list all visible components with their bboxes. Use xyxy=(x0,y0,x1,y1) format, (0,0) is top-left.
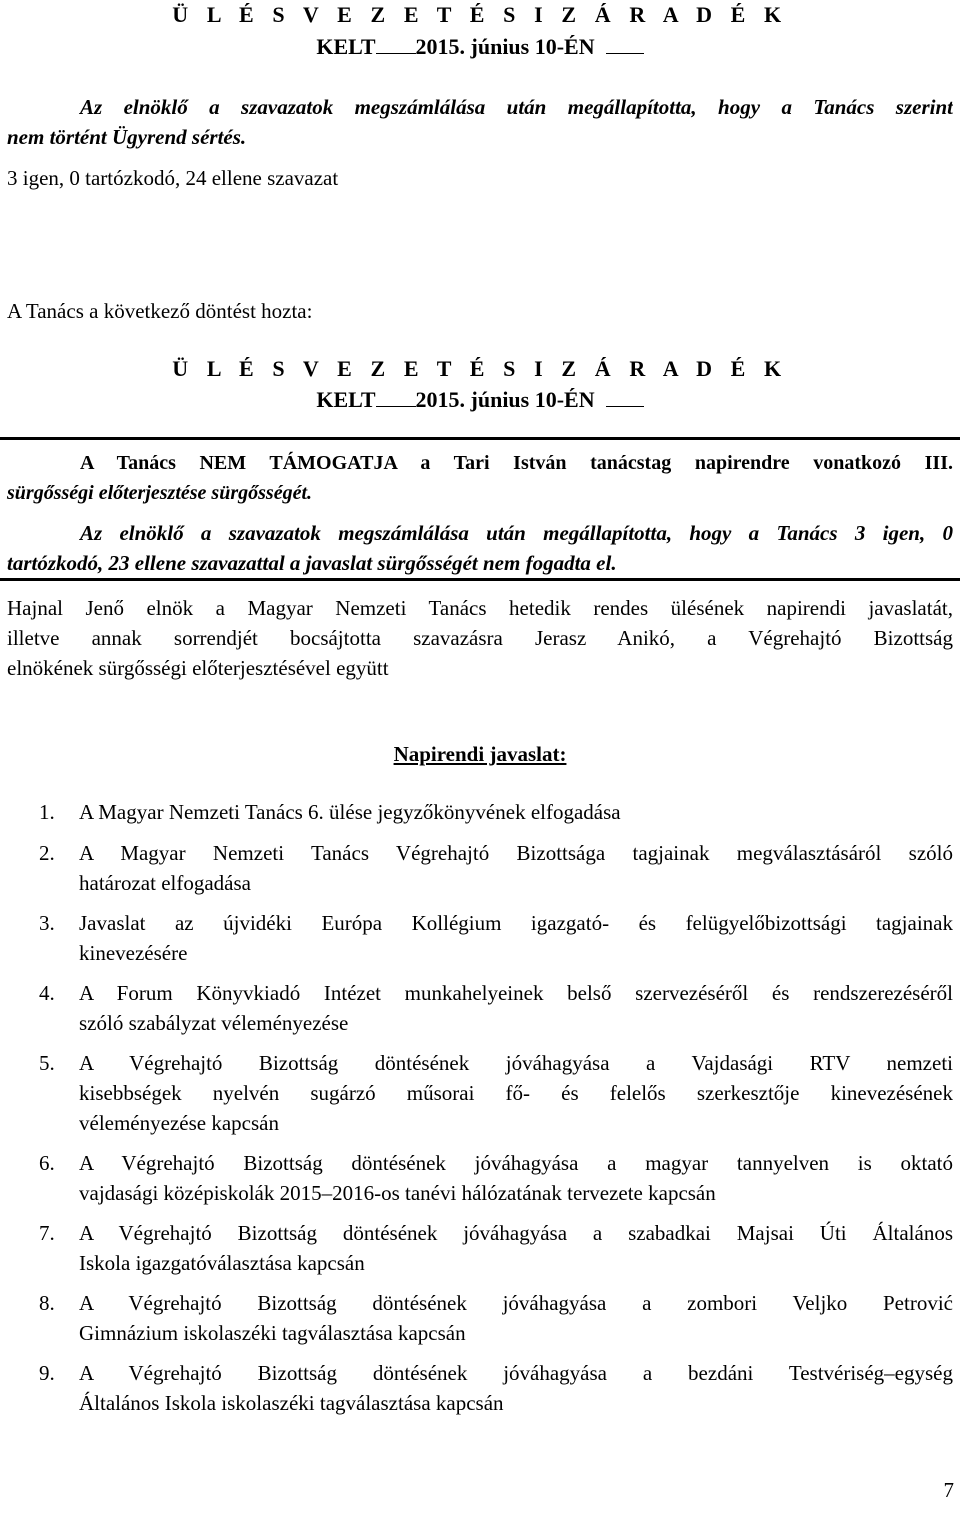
agenda-item-line: A Magyar Nemzeti Tanács Végrehajtó Bizottsága tagjainak megválasztásáról szóló xyxy=(79,841,953,865)
decision-text xyxy=(7,448,953,508)
agenda-item-line: szóló szabályzat véleményezése xyxy=(79,1011,349,1035)
agenda-item-line: véleményezése kapcsán xyxy=(79,1111,279,1135)
decision-line2: sürgősségi előterjesztése sürgősségét. xyxy=(7,482,312,504)
agenda-item-line: Gimnázium iskolaszéki tagválasztása kapcsán xyxy=(79,1321,466,1345)
clause-date-decision xyxy=(0,387,960,413)
decision-result-line1: Az elnöklő a szavazatok megszámlálása után megállapította, hogy a Tanács 3 igen, 0 xyxy=(80,521,953,545)
top-result-line1: Az elnöklő a szavazatok megszámlálása után megállapította, hogy a Tanács szerint xyxy=(80,95,953,119)
agenda-item-text xyxy=(79,1218,953,1278)
agenda-item-line: A Végrehajtó Bizottság döntésének jóváhagyása a bezdáni Testvériség–egység xyxy=(79,1361,953,1385)
agenda-item-text xyxy=(79,797,953,827)
agenda-item-line: Javaslat az újvidéki Európa Kollégium igazgató- és felügyelőbizottsági tagjainak xyxy=(79,911,953,935)
agenda-item-number: 6. xyxy=(39,1151,55,1175)
agenda-item-line: A Végrehajtó Bizottság döntésének jóváhagyása a zombori Veljko Petrović xyxy=(79,1291,953,1315)
kelt-label: KELT xyxy=(316,387,376,412)
blank-line xyxy=(376,388,416,407)
blank-line xyxy=(606,35,644,54)
decision-intro: A Tanács a következő döntést hozta: xyxy=(7,299,313,323)
kelt-date: 2015. június 10-ÉN xyxy=(415,387,595,412)
agenda-item-number: 7. xyxy=(39,1221,55,1245)
agenda-item-number: 3. xyxy=(39,911,55,935)
agenda-item-line: A Forum Könyvkiadó Intézet munkahelyeinek belső szervezéséről és rendszerezéséről xyxy=(79,981,953,1005)
agenda-item-line: A Magyar Nemzeti Tanács 6. ülése jegyzőkönyvének elfogadása xyxy=(79,800,621,824)
divider-bottom xyxy=(0,578,960,581)
clause-heading-decision: Ü L É S V E Z E T É S I Z Á R A D É K xyxy=(172,356,788,381)
agenda-item-text xyxy=(79,838,953,898)
divider-top xyxy=(0,437,960,440)
agenda-item-line: kinevezésére xyxy=(79,941,188,965)
agenda-item-line: Iskola igazgatóválasztása kapcsán xyxy=(79,1251,365,1275)
clause-date-top xyxy=(0,34,960,60)
agenda-item-number: 4. xyxy=(39,981,55,1005)
agenda-item-line: kisebbségek nyelvén sugárzó műsorai fő- és felelős szerkesztője kinevezésének xyxy=(79,1081,953,1105)
agenda-item-number: 2. xyxy=(39,841,55,865)
decision-line1: A Tanács NEM TÁMOGATJA a Tari István tanácstag napirendre vonatkozó III. xyxy=(80,452,953,474)
agenda-item-text xyxy=(79,978,953,1038)
intro-line3: elnökének sürgősségi előterjesztésével együtt xyxy=(7,656,389,680)
agenda-item-text xyxy=(79,1288,953,1348)
decision-result-text xyxy=(7,518,953,578)
agenda-item-text xyxy=(79,1048,953,1138)
agenda-item-line: Általános Iskola iskolaszéki tagválasztása kapcsán xyxy=(79,1391,504,1415)
blank-line xyxy=(376,35,416,54)
agenda-item-number: 1. xyxy=(39,800,55,824)
intro-line2: illetve annak sorrendjét bocsájtotta szavazásra Jerasz Anikó, a Végrehajtó Bizottság xyxy=(7,626,953,650)
agenda-item-number: 5. xyxy=(39,1051,55,1075)
page-number: 7 xyxy=(943,1478,954,1502)
agenda-item-text xyxy=(79,1148,953,1208)
clause-heading-top: Ü L É S V E Z E T É S I Z Á R A D É K xyxy=(172,2,788,27)
blank-line xyxy=(606,388,644,407)
agenda-item-line: A Végrehajtó Bizottság döntésének jóváhagyása a magyar tannyelven is oktató xyxy=(79,1151,953,1175)
agenda-item-number: 9. xyxy=(39,1361,55,1385)
agenda-item-text xyxy=(79,1358,953,1418)
agenda-item-number: 8. xyxy=(39,1291,55,1315)
intro-paragraph xyxy=(7,593,953,683)
agenda-item-line: A Végrehajtó Bizottság döntésének jóváhagyása a Vajdasági RTV nemzeti xyxy=(79,1051,953,1075)
agenda-item-line: határozat elfogadása xyxy=(79,871,251,895)
top-result-line2: nem történt Ügyrend sértés. xyxy=(7,125,247,149)
top-result-text xyxy=(7,92,953,152)
kelt-label: KELT xyxy=(316,34,376,59)
agenda-item-text xyxy=(79,908,953,968)
decision-result-line2: tartózkodó, 23 ellene szavazattal a javaslat sürgősségét nem fogadta el. xyxy=(7,551,617,575)
top-vote-count: 3 igen, 0 tartózkodó, 24 ellene szavazat xyxy=(7,166,339,190)
agenda-title: Napirendi javaslat: xyxy=(393,742,567,766)
intro-line1: Hajnal Jenő elnök a Magyar Nemzeti Tanács hetedik rendes ülésének napirendi javaslatát, xyxy=(7,596,953,620)
agenda-item-line: vajdasági középiskolák 2015–2016-os tanévi hálózatának tervezete kapcsán xyxy=(79,1181,716,1205)
agenda-item-line: A Végrehajtó Bizottság döntésének jóváhagyása a szabadkai Majsai Úti Általános xyxy=(79,1221,953,1245)
kelt-date: 2015. június 10-ÉN xyxy=(415,34,595,59)
